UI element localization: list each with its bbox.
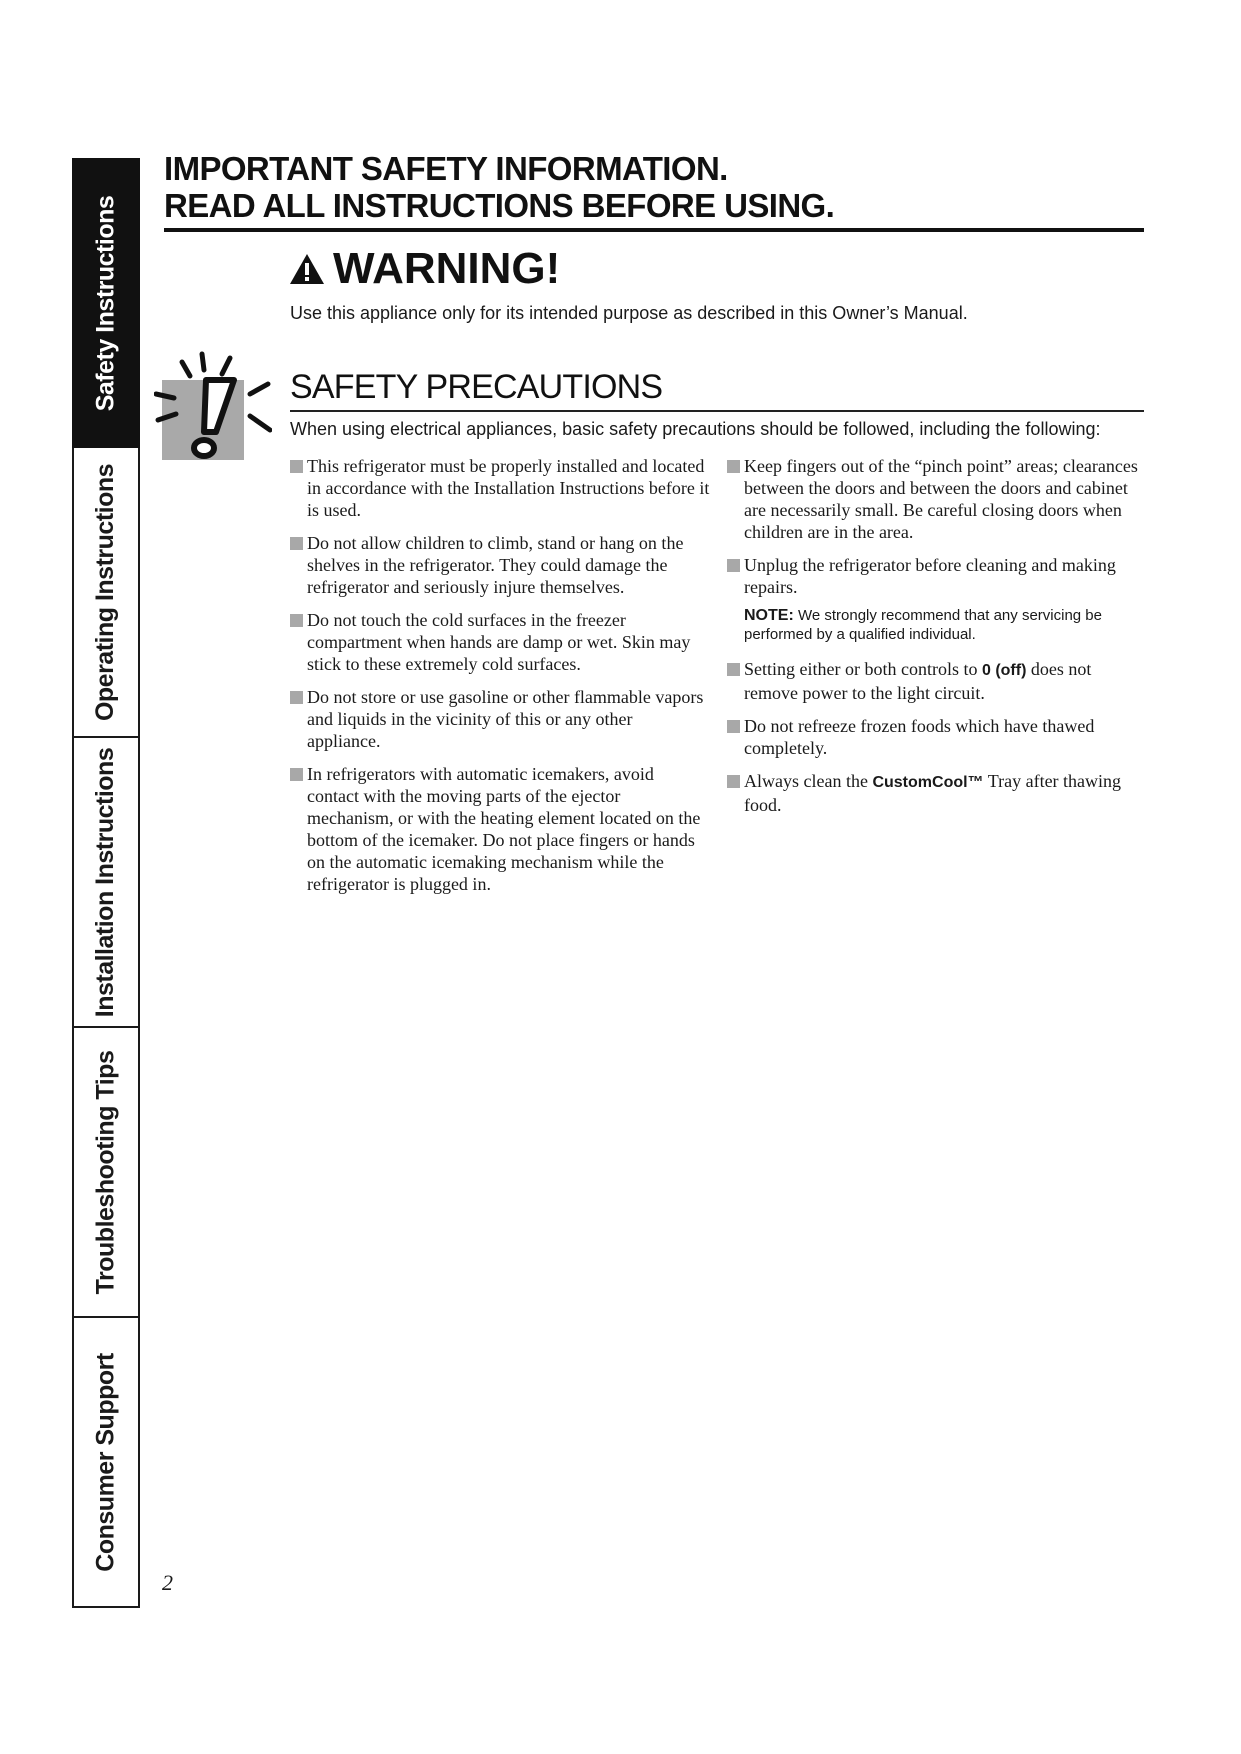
section-intro: When using electrical appliances, basic safety precautions should be followed, including the following: — [290, 419, 1101, 439]
warning-title: WARNING! — [333, 244, 561, 293]
warning-subtitle: Use this appliance only for its intended purpose as described in this Owner’s Manual. — [290, 303, 968, 323]
bullet-square-icon — [290, 614, 303, 627]
note-text: We strongly recommend that any servicing be performed by a qualified individual. — [744, 607, 1102, 643]
list-item: Always clean the CustomCool™ Tray after thawing food. — [727, 770, 1147, 816]
page-heading — [164, 150, 1144, 224]
list-item: Do not refreeze frozen foods which have thawed completely. — [727, 715, 1147, 759]
precautions-left-column — [290, 455, 710, 906]
bullet-square-icon — [290, 460, 303, 473]
note-label: NOTE: — [744, 607, 794, 624]
list-item: In refrigerators with automatic icemakers, avoid contact with the moving parts of the ejector mechanism, or with the heating element located on the bottom of the icemaker. Do not place fingers or hands on the automatic icemaking mechanism while the refrigerator is plugged in. — [290, 763, 710, 895]
tab-label: Operating Instructions — [91, 463, 120, 721]
tab-troubleshooting-tips[interactable] — [72, 1028, 140, 1318]
tab-label: Troubleshooting Tips — [91, 1050, 120, 1294]
bullet-square-icon — [290, 537, 303, 550]
tab-operating-instructions[interactable] — [72, 448, 140, 738]
customcool-label: CustomCool™ — [872, 774, 984, 791]
tab-safety-instructions[interactable] — [72, 158, 140, 448]
list-item: This refrigerator must be properly installed and located in accordance with the Installation Instructions before it is used. — [290, 455, 710, 521]
bullet-square-icon — [727, 460, 740, 473]
service-note — [744, 606, 1147, 644]
heading-line-2: READ ALL INSTRUCTIONS BEFORE USING. — [164, 187, 835, 224]
tab-installation-instructions[interactable] — [72, 738, 140, 1028]
section-title: SAFETY PRECAUTIONS — [290, 368, 663, 406]
heading-divider — [164, 228, 1144, 232]
tab-consumer-support[interactable] — [72, 1318, 140, 1608]
section-divider — [290, 410, 1144, 412]
precautions-right-column — [727, 455, 1147, 827]
section-tabs — [72, 158, 140, 1608]
bullet-square-icon — [727, 775, 740, 788]
tab-label: Installation Instructions — [91, 747, 120, 1017]
bullet-square-icon — [290, 691, 303, 704]
tab-label: Consumer Support — [91, 1352, 120, 1572]
heading-line-1: IMPORTANT SAFETY INFORMATION. — [164, 150, 728, 187]
bullet-square-icon — [727, 720, 740, 733]
page-number: 2 — [162, 1570, 173, 1595]
bullet-square-icon — [727, 559, 740, 572]
tab-label: Safety Instructions — [91, 195, 120, 411]
list-item: Unplug the refrigerator before cleaning and making repairs. — [727, 554, 1147, 598]
list-item: Setting either or both controls to 0 (off) does not remove power to the light circuit. — [727, 658, 1147, 704]
list-item: Do not touch the cold surfaces in the freezer compartment when hands are damp or wet. Skin may stick to these extremely cold surfaces. — [290, 609, 710, 675]
off-setting-label: 0 (off) — [981, 662, 1027, 679]
warning-heading — [289, 244, 560, 294]
bullet-square-icon — [727, 663, 740, 676]
exclamation-alert-icon — [154, 350, 272, 462]
list-item: Do not allow children to climb, stand or hang on the shelves in the refrigerator. They could damage the refrigerator and seriously injure themselves. — [290, 532, 710, 598]
list-item: Do not store or use gasoline or other flammable vapors and liquids in the vicinity of this or any other appliance. — [290, 686, 710, 752]
list-item: Keep fingers out of the “pinch point” areas; clearances between the doors and between the doors and cabinet are necessarily small. Be careful closing doors when children are in the area. — [727, 455, 1147, 543]
warning-triangle-icon — [289, 253, 325, 285]
bullet-square-icon — [290, 768, 303, 781]
